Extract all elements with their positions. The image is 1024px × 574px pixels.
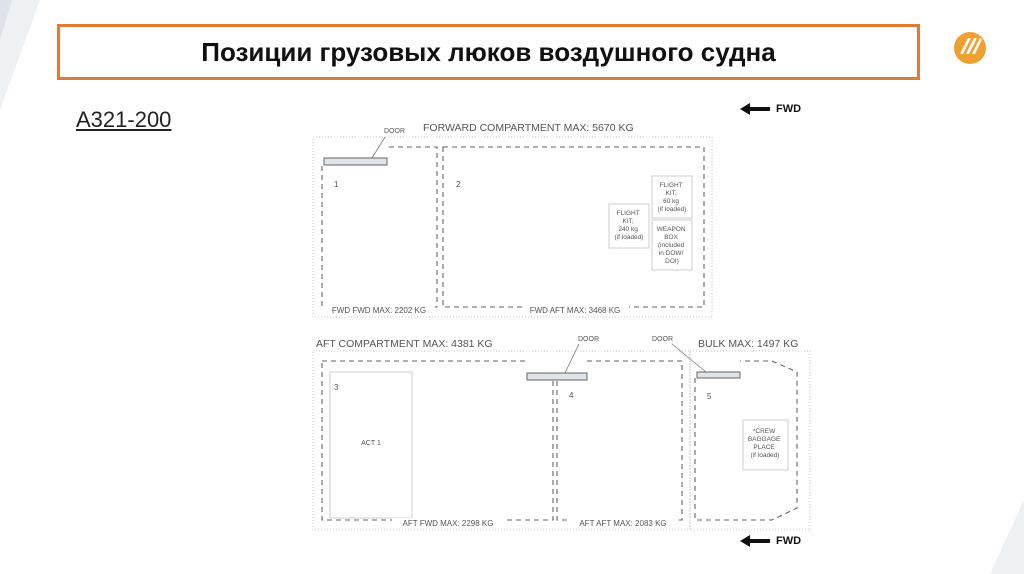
aft-door-leader [565,344,579,373]
hold-1-number: 1 [334,180,339,189]
flight-kit-60-label: FLIGHT KIT, 60 kg (if loaded) [657,182,687,213]
aft-door-label: DOOR [578,336,599,343]
aircraft-model: A321-200 [76,107,172,132]
forward-door-label: DOOR [384,128,405,135]
hold-2-number: 2 [456,180,461,189]
bulk-door-label: DOOR [652,336,673,343]
crew-baggage-label: *CREW BAGGAGE PLACE (if loaded) [747,428,781,459]
hold-3-number: 3 [334,383,339,392]
aft-fwd-max: AFT FWD MAX: 2298 KG [402,519,494,528]
fwd-label: FWD [776,103,802,115]
act-1-label: ACT 1 [361,440,381,447]
bulk-door [697,372,740,378]
flight-kit-240-label: FLIGHT KIT, 240 kg (if loaded) [614,210,644,241]
forward-door-leader [372,137,385,158]
fwd-label: FWD [776,535,802,547]
forward-door [324,158,387,165]
forward-heading: FORWARD COMPARTMENT MAX: 5670 KG [423,122,634,134]
hold-4-outline [557,361,682,520]
weapon-box-label: WEAPON BOX (included in DOW/ DOI) [656,226,686,265]
aft-heading: AFT COMPARTMENT MAX: 4381 KG [316,338,493,350]
bulk-heading: BULK MAX: 1497 KG [698,338,799,350]
slide-title: Позиции грузовых люков воздушного судна [201,36,776,67]
hold-5-number: 5 [707,392,712,401]
hold-1-outline [322,147,437,307]
fwd-aft-max: FWD AFT MAX: 3468 KG [529,306,621,315]
hold-4-number: 4 [569,391,574,400]
aft-aft-max: AFT AFT MAX: 2083 KG [579,519,667,528]
aft-door [527,373,587,380]
hold-3-outline [322,361,553,520]
fwd-fwd-max: FWD FWD MAX: 2202 KG [331,306,427,315]
